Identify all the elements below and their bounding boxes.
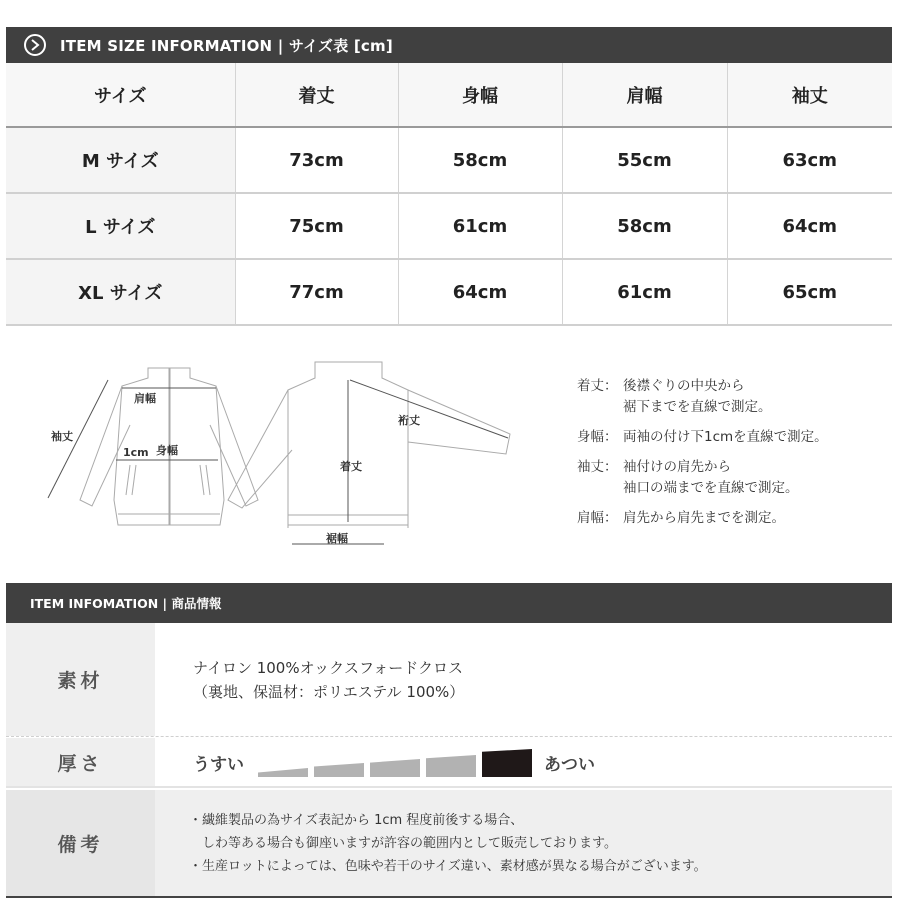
garment-measurement-diagram xyxy=(30,350,530,560)
table-cell: 55cm xyxy=(562,127,727,193)
note-key: 着丈： xyxy=(577,378,618,394)
table-cell: 77cm xyxy=(235,259,398,325)
table-cell: 64cm xyxy=(727,193,892,259)
table-cell: 58cm xyxy=(398,127,562,193)
thickness-scale xyxy=(155,738,892,786)
remark-line: ・生産ロットによっては、色味や若干のサイズ違い、素材感が異なる場合がございます。 xyxy=(189,858,707,874)
size-label: XL サイズ xyxy=(6,259,235,325)
note-key: 身幅： xyxy=(577,429,618,445)
thickness-label: 厚さ xyxy=(6,738,155,786)
thickness-level-5-selected xyxy=(482,749,532,777)
table-cell: 61cm xyxy=(398,193,562,259)
table-row xyxy=(6,127,892,193)
material-label: 素材 xyxy=(6,623,155,736)
diagram-label-length: 着丈 xyxy=(340,460,362,473)
thickness-max-label: あつい xyxy=(544,754,595,775)
diagram-label-hem: 裾幅 xyxy=(326,532,348,545)
diagram-label-sleeve: 袖丈 xyxy=(51,430,73,443)
table-row xyxy=(6,193,892,259)
size-section-title: ITEM SIZE INFORMATION | サイズ表 [cm] xyxy=(60,36,393,55)
diagram-label-yuki: 裄丈 xyxy=(398,414,420,427)
column-header: 袖丈 xyxy=(727,63,892,127)
note-desc: 後襟ぐりの中央から 裾下までを直線で測定。 xyxy=(623,378,772,415)
column-header: サイズ xyxy=(6,63,235,127)
thickness-level-1 xyxy=(258,768,308,777)
chevron-right-circle-icon xyxy=(24,34,46,56)
table-cell: 73cm xyxy=(235,127,398,193)
note-key: 袖丈： xyxy=(577,459,618,475)
thickness-level-4 xyxy=(426,755,476,777)
thickness-min-label: うすい xyxy=(193,754,244,775)
material-row xyxy=(6,623,892,737)
size-label: L サイズ xyxy=(6,193,235,259)
diagram-label-shoulder: 肩幅 xyxy=(134,392,156,405)
material-line: ナイロン 100%オックスフォードクロス xyxy=(193,658,463,677)
remarks-label: 備考 xyxy=(6,790,155,896)
table-cell: 61cm xyxy=(562,259,727,325)
diagram-label-body-width: 身幅 xyxy=(156,444,178,457)
table-row xyxy=(6,259,892,325)
note-desc: 肩先から肩先までを測定。 xyxy=(623,510,785,526)
thickness-row xyxy=(6,738,892,788)
table-cell: 63cm xyxy=(727,127,892,193)
thickness-level-2 xyxy=(314,763,364,777)
remark-line: しわ等ある場合も御座いますが許容の範囲内として販売しております。 xyxy=(189,835,617,851)
table-cell: 58cm xyxy=(562,193,727,259)
diagram-label-offset: 1cm xyxy=(123,446,149,459)
table-cell: 75cm xyxy=(235,193,398,259)
remark-line: ・繊維製品の為サイズ表記から 1cm 程度前後する場合、 xyxy=(189,812,524,828)
measurement-note xyxy=(577,457,897,499)
size-label: M サイズ xyxy=(6,127,235,193)
material-line: （裏地、保温材：ポリエステル 100%） xyxy=(193,682,465,701)
measurement-note xyxy=(577,508,897,529)
note-desc: 両袖の付け下1cmを直線で測定。 xyxy=(623,429,828,445)
column-header: 身幅 xyxy=(398,63,562,127)
note-key: 肩幅： xyxy=(577,510,618,526)
jacket-outline-icon xyxy=(30,350,530,560)
thickness-bars xyxy=(258,747,532,777)
column-header: 肩幅 xyxy=(562,63,727,127)
size-table-header-row xyxy=(6,63,892,127)
remarks-row xyxy=(6,790,892,898)
measurement-notes xyxy=(577,376,897,538)
info-section-title: ITEM INFOMATION | 商品情報 xyxy=(30,596,222,611)
table-cell: 65cm xyxy=(727,259,892,325)
note-desc: 袖付けの肩先から 袖口の端までを直線で測定。 xyxy=(623,459,799,496)
material-value xyxy=(155,623,892,736)
measurement-note xyxy=(577,427,897,448)
remarks-value xyxy=(155,790,892,896)
size-section-header xyxy=(6,27,892,63)
column-header: 着丈 xyxy=(235,63,398,127)
size-table xyxy=(6,63,892,326)
thickness-level-3 xyxy=(370,759,420,777)
info-section-header xyxy=(6,583,892,623)
measurement-note xyxy=(577,376,897,418)
table-cell: 64cm xyxy=(398,259,562,325)
